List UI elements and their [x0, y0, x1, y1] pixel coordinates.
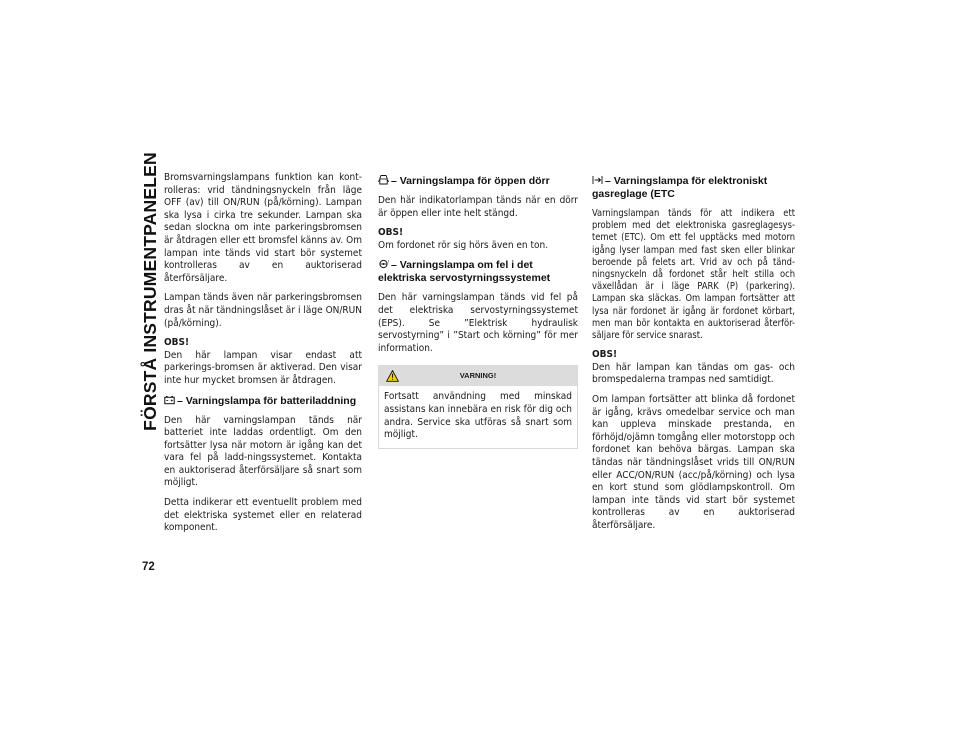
note-label: OBS! — [164, 337, 190, 349]
paragraph: Om lampan fortsätter att blinka då fordonet är igång, krävs omedelbar service och man kan uppleva minskade prestanda, en förhöjd/ojämn tomgång eller motorstopp och fordonet kan behöva bärgas. Lampan ska tändas när tändningslåset vrids till ON/RUN eller ACC/ON/RUN (acc/på/körning) och lysa en kort stund som glödlampskontroll. Om lampan inte tänds vid start bör systemet kontrolleras av en auktoriserad återförsäljare. — [592, 394, 795, 531]
paragraph: Den här varningslampan tänds när batteriet inte laddas ordentligt. Om den fortsätter lysa när motorn är igång kan det vara fel på ladd-ningssystemet. Kontakta en auktoriserad återförsäljare så snart som möjligt. — [164, 414, 362, 489]
throttle-icon — [592, 175, 603, 185]
battery-icon — [164, 395, 175, 405]
note-label: OBS! — [378, 227, 404, 239]
warning-box — [378, 365, 578, 448]
note — [164, 337, 362, 387]
note-text: Om fordonet rör sig hörs även en ton. — [378, 239, 549, 251]
heading-text: – Varningslampa för batteriladdning — [177, 394, 357, 407]
paragraph: Bromsvarningslampans funktion kan kont-rolleras: vrid tändningsnyckeln från läge OFF (av) till ON/RUN (på/körning). Lampan ska lysa i cirka tre sekunder. Lampan ska sedan slockna om inte parkeringsbromsen är åtdragen eller ett bromsfel känns av. Om lampan inte tänds vid start bör systemet kontrolleras av en auktoriserad återförsäljare. — [164, 172, 362, 284]
chapter-title-text: FÖRSTÅ INSTRUMENTPANELEN — [139, 151, 160, 431]
svg-text:!: ! — [387, 259, 389, 264]
warning-title: VARNING! — [459, 371, 497, 381]
warning-triangle-icon — [386, 370, 399, 382]
section-heading-door-open — [378, 175, 578, 188]
section-heading-battery — [164, 395, 362, 408]
paragraph: Den här indikatorlampan tänds när en dörr är öppen eller inte helt stängd. — [378, 195, 578, 219]
chapter-sidebar-title — [139, 151, 161, 431]
paragraph: Lampan tänds även när parkeringsbromsen dras åt när tändningslåset är i läge ON/RUN (på/körning). — [164, 292, 362, 329]
heading-text: – Varningslampa för öppen dörr — [391, 175, 550, 187]
page-number: 72 — [142, 561, 155, 573]
section-heading-eps — [378, 259, 578, 285]
steering-wheel-icon — [378, 259, 389, 269]
column-3 — [592, 172, 795, 540]
paragraph: Den här varningslampan tänds vid fel på det elektriska servostyrningssystemet (EPS). Se ”Elektrisk hydraulisk servostyrning” i ”Start och körning” för mer information. — [378, 292, 578, 354]
note — [378, 227, 578, 252]
paragraph: Varningslampan tänds för att indikera ett problem med det elektroniska gasreglagesys-temet (ETC). Om ett fel upptäcks med motorn igång lyser lampan med fast sken eller blinkar beroende på felets art. Vrid av och på tänd-ningsnyckeln då fordonet står helt stilla och växellådan är i läge PARK (P) (parkering). Lampan ska släckas. Om lampan fortsätter att lysa när fordonet är igång är fordonet körbart, men man bör kontakta en auktoriserad återför-säljare för service snarast. — [592, 208, 795, 342]
column-2 — [378, 172, 578, 457]
warning-text: Fortsatt användning med minskad assistans kan innebära en risk för dig och andra. Service ska utföras så snart som möjligt. — [384, 391, 572, 441]
note-label: OBS! — [592, 349, 618, 361]
column-1 — [164, 172, 362, 542]
door-open-icon — [378, 175, 389, 185]
note-text: Den här lampan kan tändas om gas- och bromspedalerna trampas ned samtidigt. — [592, 361, 795, 386]
note-text: Den här lampan visar endast att parkerings-bromsen är aktiverad. Den visar inte hur mycket bromsen är åtdragen. — [164, 349, 362, 386]
paragraph: Detta indikerar ett eventuellt problem med det elektriska systemet eller en relaterad komponent. — [164, 497, 362, 534]
note — [592, 349, 795, 387]
warning-header — [379, 366, 577, 386]
heading-text: – Varningslampa om fel i det elektriska servostyrningssystemet — [378, 259, 551, 285]
section-heading-etc — [592, 175, 795, 201]
heading-text: – Varningslampa för elektroniskt gasreglage (ETC — [592, 175, 768, 200]
